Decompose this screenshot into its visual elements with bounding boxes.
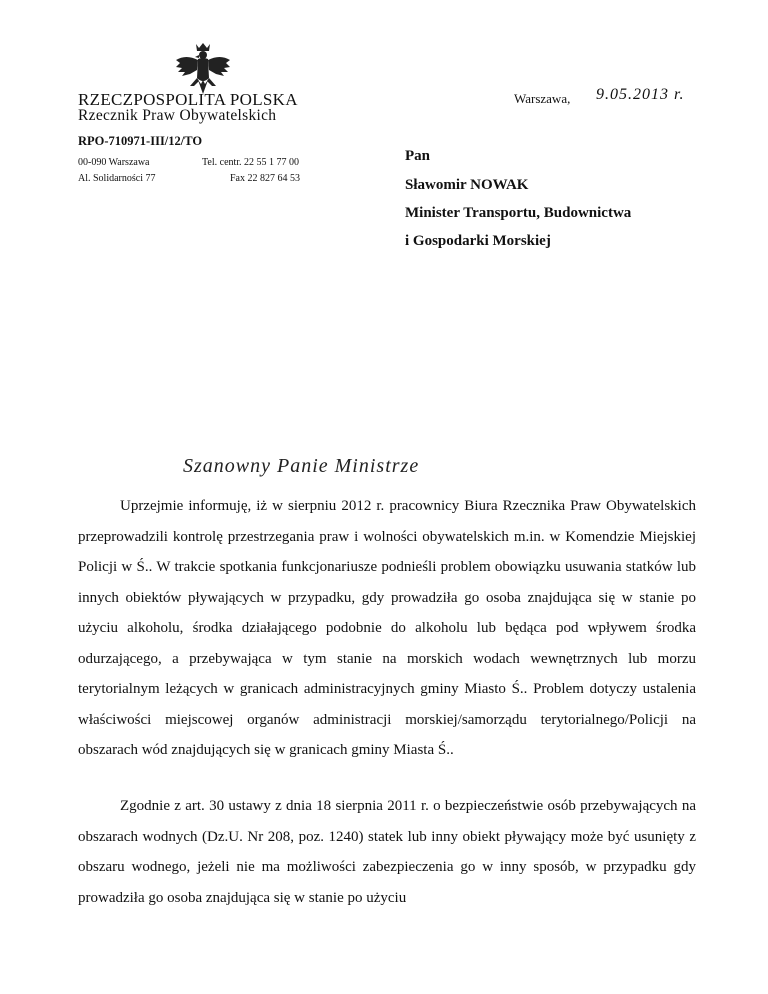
phone-number: Tel. centr. 22 55 1 77 00 [202, 157, 300, 168]
recipient-title: Minister Transportu, Budownictwa [405, 205, 632, 221]
handwritten-salutation: Szanowny Panie Ministrze [183, 455, 420, 477]
address-line-1: 00-090 Warszawa [78, 157, 150, 168]
recipient-line-1: Pan [405, 148, 431, 164]
body-paragraph-2: Zgodnie z art. 30 ustawy z dnia 18 sierpnia 2011 r. o bezpieczeństwie osób przebywających na obszarach wodnych (Dz.U. Nr 208, poz. 1240) statek lub inny obiekt pływający może być usunięty z obszaru wodnego, jeżeli nie ma możliwości zabezpieczenia go w inny sposób, w przypadku gdy prowadziła go osoba znajdująca się w stanie po użyciu [78, 798, 696, 906]
address-line-2: Al. Solidarności 77 [78, 173, 156, 184]
org-name: RZECZPOSPOLITA POLSKA [78, 90, 298, 109]
org-subtitle: Rzecznik Praw Obywatelskich [78, 107, 277, 124]
recipient-name: Sławomir NOWAK [405, 177, 529, 193]
reference-number: RPO-710971-III/12/TO [78, 134, 203, 148]
body-paragraph-1: Uprzejmie informuję, iż w sierpniu 2012 r. pracownicy Biura Rzecznika Praw Obywatelskich przeprowadzili kontrolę przestrzegania praw i wolności obywatelskich m.in. w Komendzie Miejskiej Policji w Ś.. W trakcie spotkania funkcjonariusze podnieśli problem obowiązku usuwania statków lub innych obiektów pływających w przypadku, gdy prowadziła go osoba znajdująca się w stanie po użyciu alkoholu, środka działającego podobnie do alkoholu lub będąca pod wpływem środka odurzającego, a przebywająca w tym stanie na morskich wodach wewnętrznych lub morzu terytorialnym leżących w granicach administracyjnych gminy Miasto Ś.. Problem dotyczy ustalenia właściwości miejscowej organów administracji morskiej/samorządu terytorialnego/Policji na obszarach wód znajdujących się w granicach gminy Miasta Ś.. [78, 498, 696, 758]
handwritten-date: 9.05.2013 r. [596, 86, 685, 103]
dateline-place: Warszawa, [514, 91, 571, 106]
recipient-title-cont: i Gospodarki Morskiej [405, 233, 551, 249]
fax-number: Fax 22 827 64 53 [230, 173, 300, 184]
